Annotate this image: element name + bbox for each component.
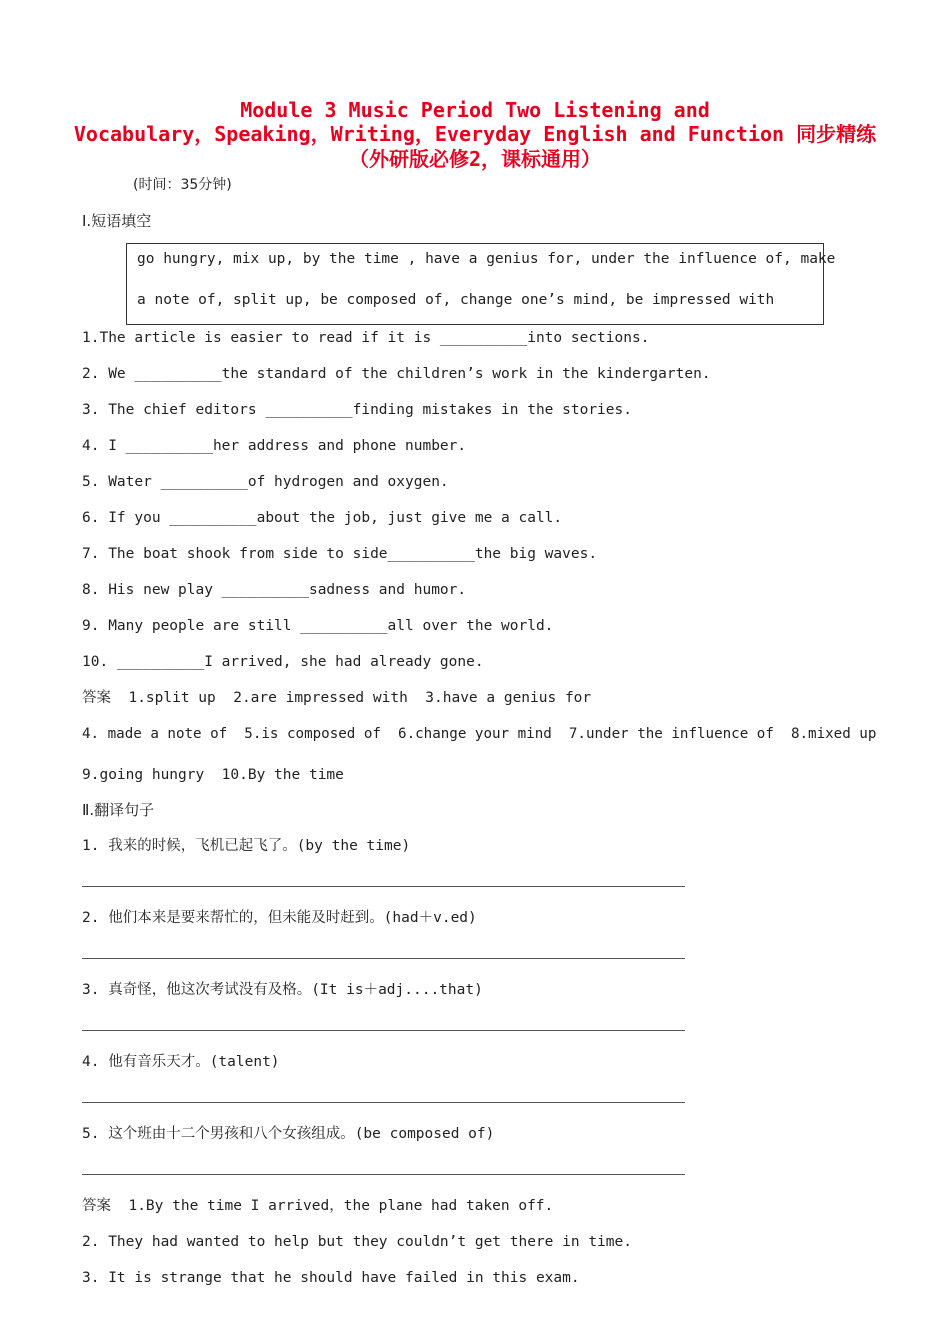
fill-item-6: 6. If you __________about the job, just give me a call. bbox=[82, 510, 563, 526]
phrase-box-line2: a note of, split up, be composed of, change one’s mind, be impressed with bbox=[137, 292, 775, 308]
document-title-line1: Module 3 Music Period Two Listening and bbox=[240, 98, 710, 122]
phrase-box bbox=[126, 243, 836, 325]
answer-line-5 bbox=[82, 1174, 685, 1175]
fill-item-8: 8. His new play __________sadness and humor. bbox=[82, 582, 467, 598]
answer-line-3 bbox=[82, 1030, 685, 1031]
fill-item-7: 7. The boat shook from side to side__________the big waves. bbox=[82, 546, 598, 562]
fill-item-1: 1.The article is easier to read if it is __________into sections. bbox=[82, 330, 650, 346]
document-title-line2: Vocabulary，Speaking，Writing，Everyday English and Function 同步精练 bbox=[73, 122, 877, 146]
translate-item-1: 1. 我来的时候，飞机已起飞了。(by the time) bbox=[82, 838, 411, 854]
section1-heading: Ⅰ.短语填空 bbox=[82, 212, 152, 230]
translate-item-2: 2. 他们本来是要来帮忙的，但未能及时赶到。(had＋v.ed) bbox=[82, 910, 477, 926]
fill-item-4: 4. I __________her address and phone number. bbox=[82, 438, 467, 454]
translate-item-5: 5. 这个班由十二个男孩和八个女孩组成。(be composed of) bbox=[82, 1126, 495, 1142]
section2-heading: Ⅱ.翻译句子 bbox=[82, 801, 155, 819]
section2-answer-line1: 答案 1.By the time I arrived，the plane had taken off. bbox=[82, 1198, 554, 1214]
fill-item-2: 2. We __________the standard of the children’s work in the kindergarten. bbox=[82, 366, 711, 382]
fill-item-3: 3. The chief editors __________finding mistakes in the stories. bbox=[82, 402, 632, 418]
answer-line-4 bbox=[82, 1102, 685, 1103]
document-title-line3: （外研版必修2，课标通用） bbox=[348, 147, 602, 171]
section1-answer-line2: 4. made a note of 5.is composed of 6.change your mind 7.under the influence of 8.mixed up bbox=[82, 726, 877, 742]
answer-line-1 bbox=[82, 886, 685, 887]
fill-item-9: 9. Many people are still __________all over the world. bbox=[82, 618, 554, 634]
answer-line-2 bbox=[82, 958, 685, 959]
phrase-box-line1: go hungry, mix up, by the time , have a genius for, under the influence of, make bbox=[137, 251, 836, 267]
fill-item-10: 10. __________I arrived, she had already gone. bbox=[82, 654, 484, 670]
translate-item-3: 3. 真奇怪，他这次考试没有及格。(It is＋adj....that) bbox=[82, 982, 483, 998]
time-note: (时间：35分钟) bbox=[133, 177, 232, 193]
translate-item-4: 4. 他有音乐天才。(talent) bbox=[82, 1054, 280, 1070]
section1-answer-line3: 9.going hungry 10.By the time bbox=[82, 767, 344, 783]
section1-answer-line1: 答案 1.split up 2.are impressed with 3.have a genius for bbox=[82, 690, 592, 706]
section2-answer-line3: 3. It is strange that he should have failed in this exam. bbox=[82, 1270, 580, 1286]
section2-answer-line2: 2. They had wanted to help but they couldn’t get there in time. bbox=[82, 1234, 632, 1250]
fill-item-5: 5. Water __________of hydrogen and oxygen. bbox=[82, 474, 449, 490]
